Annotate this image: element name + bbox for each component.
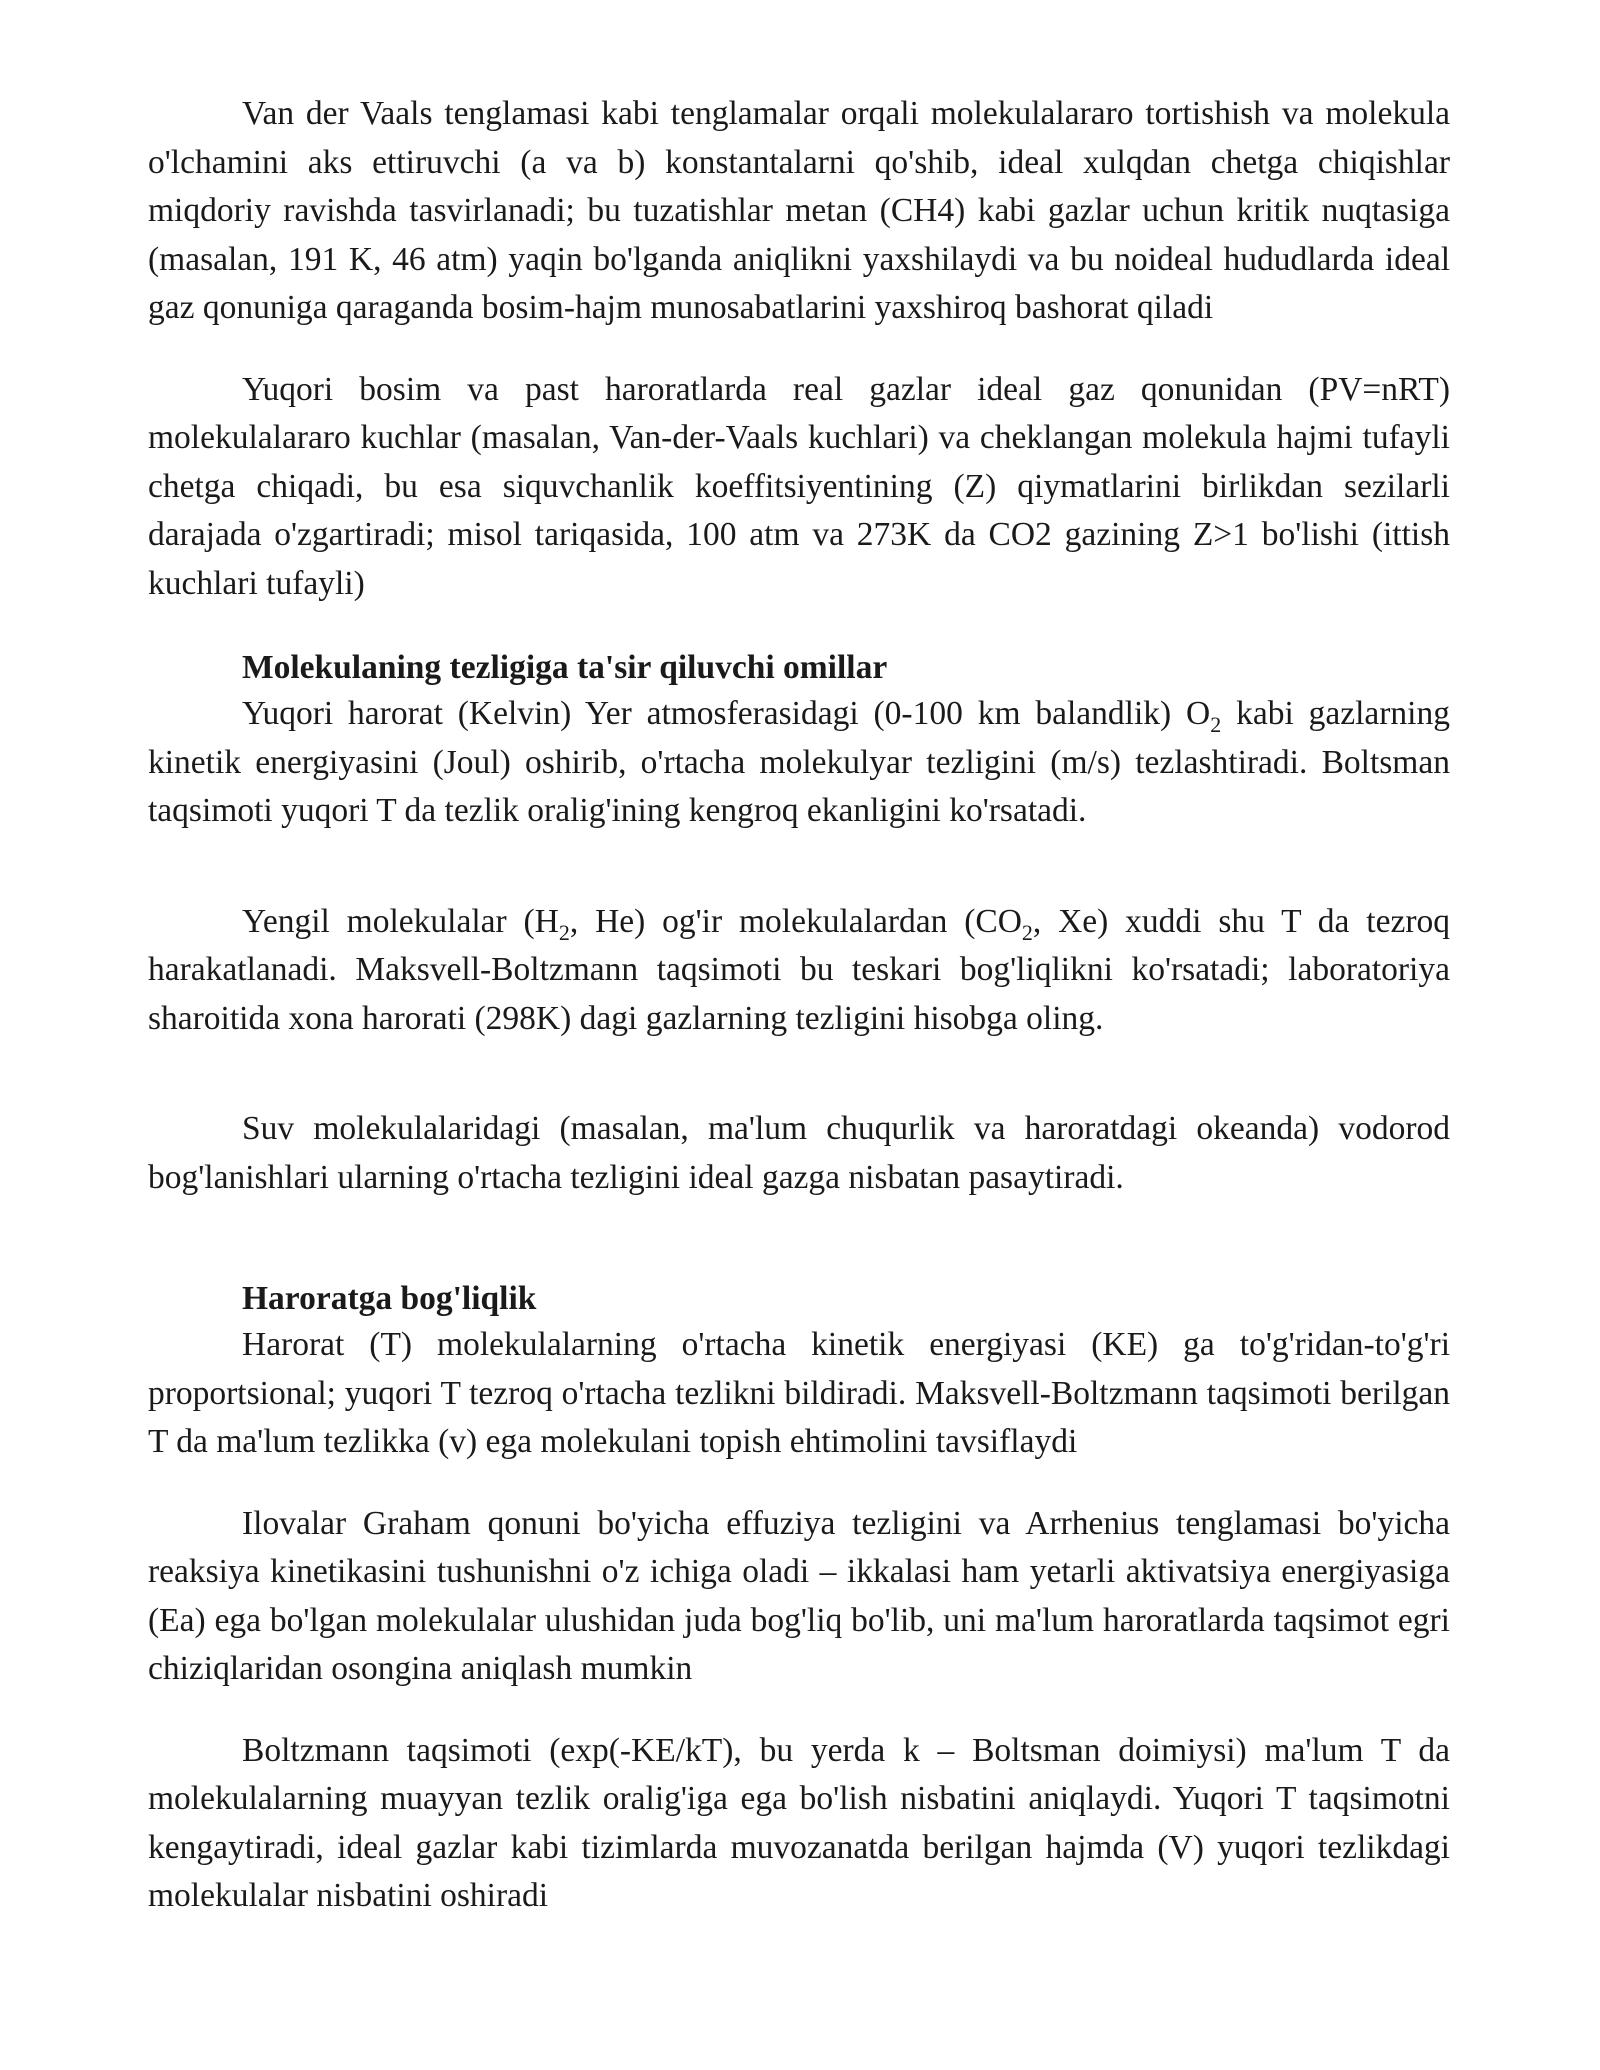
text-run: Yuqori harorat (Kelvin) Yer atmosferasidagi (0-100 km balandlik) O bbox=[242, 695, 1211, 732]
text-run: Yengil molekulalar (H bbox=[242, 902, 559, 940]
spacer bbox=[148, 333, 1450, 366]
paragraph-applications: Ilovalar Graham qonuni bo'yicha effuziya tezligini va Arrhenius tenglamasi bo'yicha reaksiya kinetikasini tushunishni o'z ichiga oladi – ikkalasi ham yetarli aktivatsiya energiyasiga (Ea) ega bo'lgan molekulalar ulushidan juda bog'liq bo'lib, uni ma'lum haroratlarda taqsimot egri chiziqlaridan osongina aniqlash mumkin bbox=[148, 1504, 1450, 1687]
subscript: 2 bbox=[1210, 712, 1222, 737]
spacer bbox=[148, 836, 1450, 898]
paragraph-temperature-kinetic: Harorat (T) molekulalarning o'rtacha kinetik energiyasi (KE) ga to'g'ridan-to'g'ri proportsional; yuqori T tezroq o'rtacha tezlikni bildiradi. Maksvell-Boltzmann taqsimoti berilgan T da ma'lum tezlikka (v) ega molekulani topish ehtimolini tavsiflaydi bbox=[148, 1326, 1450, 1460]
paragraph-van-der-vaals: Van der Vaals tenglamasi kabi tenglamalar orqali molekulalararo tortishish va molekula o'lchamini aks ettiruvchi (a va b) konstantalarni qo'shib, ideal xulqdan chetga chiqishlar miqdoriy ravishda tasvirlanadi; bu tuzatishlar metan (CH4) kabi gazlar uchun kritik nuqtasiga (masalan, 191 K, 46 atm) yaqin bo'lganda aniqlikni yaxshilaydi va bu noideal hududlarda ideal gaz qonuniga qaraganda bosim-hajm munosabatlarini yaxshiroq bashorat qiladi bbox=[148, 95, 1450, 326]
text-run: , Xe) xuddi shu T da tezroq harakatlanadi. Maksvell-Boltzmann taqsimoti bu teskari bog'liqlikni ko'rsatadi; laboratoriya sharoitida xona harorati (298K) dagi gazlarning tezligini hisobga oling. bbox=[148, 902, 1450, 1037]
spacer bbox=[148, 1467, 1450, 1500]
document-page bbox=[148, 90, 1450, 1921]
spacer bbox=[148, 1694, 1450, 1727]
text-run: , He) og'ir molekulalardan (CO bbox=[569, 902, 1022, 940]
paragraph-boltzmann: Boltzmann taqsimoti (exp(-KE/kT), bu yerda k – Boltsman doimiysi) ma'lum T da molekulalarning muayyan tezlik oralig'iga ega bo'lish nisbatini aniqlaydi. Yuqori T taqsimotni kengaytiradi, ideal gazlar kabi tizimlarda muvozanatda berilgan hajmda (V) yuqori tezlikdagi molekulalar nisbatini oshiradi bbox=[148, 1731, 1450, 1914]
spacer bbox=[148, 1043, 1450, 1105]
paragraph-real-gases: Yuqori bosim va past haroratlarda real gazlar ideal gaz qonunidan (PV=nRT) molekulalararo kuchlar (masalan, Van-der-Vaals kuchlari) va cheklangan molekula hajmi tufayli chetga chiqadi, bu esa siquvchanlik koeffitsiyentining (Z) qiymatlarini birlikdan sezilarli darajada o'zgartiradi; misol tariqasida, 100 atm va 273K da CO2 gazining Z>1 bo'lishi (ittish kuchlari tufayli) bbox=[148, 370, 1450, 602]
subscript: 2 bbox=[558, 919, 570, 945]
subscript: 2 bbox=[1021, 919, 1033, 945]
spacer bbox=[148, 1202, 1450, 1277]
section-heading-speed-factors: Molekulaning tezligiga ta'sir qiluvchi omillar bbox=[242, 649, 888, 686]
spacer bbox=[148, 608, 1450, 646]
section-heading-temperature-dependence: Haroratga bog'liqlik bbox=[242, 1280, 537, 1317]
paragraph-water-molecules: Suv molekulalaridagi (masalan, ma'lum chuqurlik va haroratdagi okeanda) vodorod bog'lanishlari ularning o'rtacha tezligini ideal gazga nisbatan pasaytiradi. bbox=[148, 1110, 1450, 1196]
paragraph-light-molecules bbox=[148, 898, 1450, 1044]
text-run: kabi gazlarning kinetik energiyasini (Joul) oshirib, o'rtacha molekulyar tezligini (m/s) tezlashtiradi. Boltsman taqsimoti yuqori T da tezlik oralig'ining kengroq ekanligini ko'rsatadi. bbox=[148, 695, 1450, 829]
paragraph-high-temperature bbox=[148, 690, 1450, 836]
